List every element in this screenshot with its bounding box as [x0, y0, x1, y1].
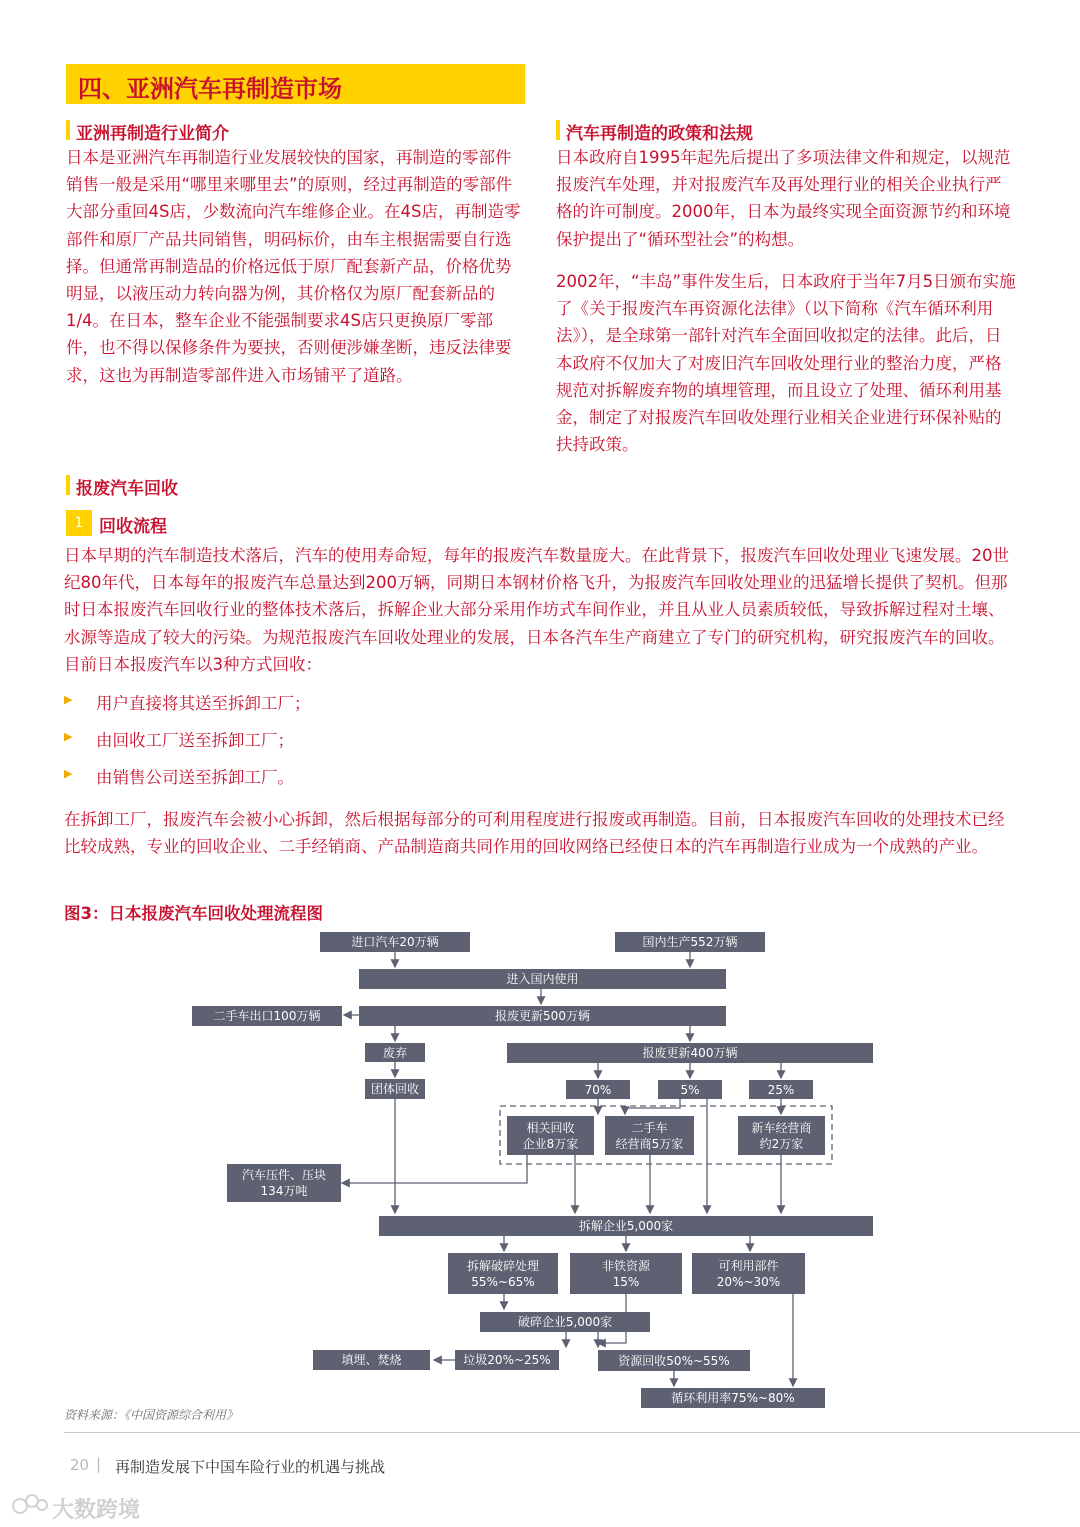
node-garbage: 垃圾20%~25% [455, 1350, 559, 1370]
bullet-text: 由销售公司送至拆卸工厂。 [96, 768, 294, 787]
node-export: 二手车出口100万辆 [192, 1006, 342, 1026]
node-in-use: 进入国内使用 [359, 969, 726, 989]
node-new-dealer [738, 1116, 825, 1155]
node-line: 二手车 [631, 1120, 668, 1135]
left-body: 日本是亚洲汽车再制造行业发展较快的国家，再制造的零部件销售一般是采用“哪里来哪里去”的原则，经过再制造的零部件大部分重回4S店，少数流向汽车维修企业。在4S店，再制造零部件和原厂产品共同销售，明码标价，由车主根据需要自行选择。但通常再制造品的价格远低于原厂配套新产品，价格优势明显，以液压动力转向器为例，其价格仅为原厂配套新品的1/4。在日本，整车企业不能强制要求4S店只更换原厂零部件，也不得以保修条件为要挟，否则便涉嫌垄断，违反法律要求，这也为再制造零部件进入市场铺平了道路。 [66, 148, 521, 385]
node-scrap-renew: 报废更新500万辆 [359, 1006, 726, 1026]
step-number-badge: 1 [66, 510, 92, 536]
footer-separator: | [96, 1455, 102, 1473]
page-number: 20 [70, 1456, 90, 1474]
watermark-logo-icon [10, 1492, 50, 1516]
right-heading: 汽车再制造的政策和法规 [566, 119, 753, 144]
node-recycler [507, 1116, 594, 1155]
step-title: 回收流程 [99, 517, 167, 537]
node-line: 15% [612, 1274, 640, 1289]
node-line: 相关回收 [526, 1120, 575, 1135]
node-line: 非铁资源 [601, 1258, 650, 1273]
node-parts [692, 1253, 805, 1294]
right-para-1: 日本政府自1995年起先后提出了多项法律文件和规定，以规范报废汽车处理，并对报废汽车及再处理行业的相关企业执行严格的许可制度。2000年，日本为最终实现全面资源节约和环境保护提出了“循环型社会”的构想。 [556, 148, 1011, 249]
node-line: 134万吨 [260, 1184, 308, 1198]
node-line: 新车经营商 [751, 1120, 812, 1135]
scrap-heading: 报废汽车回收 [76, 474, 178, 499]
node-discard: 废弃 [365, 1043, 425, 1062]
node-line: 约2万家 [759, 1136, 804, 1151]
node-nonferrous [570, 1253, 682, 1294]
node-line: 汽车压件、压块 [241, 1168, 326, 1182]
node-press [227, 1164, 341, 1202]
right-para-2: 2002年，“丰岛”事件发生后，日本政府于当年7月5日颁布实施了《关于报废汽车再资源化法律》（以下简称《汽车循环利用法》），是全球第一部针对汽车全面回收拟定的法律。此后，日本政府不仅加大了对废旧汽车回收处理行业的整治力度，严格规范对拆解废弃物的填埋管理，而且设立了处理、循环利用基金，制定了对报废汽车回收处理行业相关企业进行环保补贴的扶持政策。 [556, 272, 1016, 455]
node-line: 拆解破碎处理 [466, 1258, 539, 1273]
node-domestic: 国内生产552万辆 [615, 932, 765, 952]
node-crush: 破碎企业5,000家 [480, 1312, 650, 1332]
triangle-bullet-icon: ▶ [64, 730, 73, 743]
footer-title: 再制造发展下中国车险行业的机遇与挑战 [115, 1458, 386, 1476]
node-percent-5: 5% [658, 1080, 722, 1099]
node-percent-25: 25% [749, 1080, 813, 1099]
triangle-bullet-icon: ▶ [64, 767, 73, 780]
node-resource: 资源回收50%~55% [598, 1350, 750, 1371]
node-shred [448, 1253, 558, 1294]
node-scrap-400: 报废更新400万辆 [507, 1043, 873, 1063]
scrap-outro: 在拆卸工厂，报废汽车会被小心拆卸，然后根据每部分的可利用程度进行报废或再制造。目前，日本报废汽车回收的处理技术已经比较成熟，专业的回收企业、二手经销商、产品制造商共同作用的回收网络已经使日本的汽车再制造行业成为一个成熟的产业。 [64, 810, 1005, 857]
triangle-bullet-icon: ▶ [64, 693, 73, 706]
watermark-text: 大数跨境 [52, 1498, 141, 1523]
node-line: 可利用部件 [718, 1258, 779, 1273]
node-dismantle: 拆解企业5,000家 [379, 1216, 873, 1236]
node-used-dealer [605, 1116, 694, 1155]
section-title: 四、亚洲汽车再制造市场 [78, 75, 342, 103]
node-recycle-rate: 循环利用率75%~80% [641, 1388, 825, 1408]
node-line: 55%~65% [471, 1274, 535, 1289]
node-import: 进口汽车20万辆 [320, 932, 470, 952]
node-line: 企业8万家 [522, 1136, 579, 1151]
node-line: 经营商5万家 [615, 1136, 684, 1151]
node-line: 20%~30% [716, 1274, 781, 1289]
node-group: 团体回收 [365, 1079, 425, 1099]
left-heading: 亚洲再制造行业简介 [76, 119, 229, 144]
bullet-text: 用户直接将其送至拆卸工厂； [96, 694, 311, 713]
footer-divider [64, 1432, 1080, 1433]
figure-source: 资料来源：《中国资源综合利用》 [64, 1408, 239, 1422]
figure-title: 图3：日本报废汽车回收处理流程图 [64, 904, 323, 923]
node-percent-70: 70% [566, 1080, 630, 1099]
node-landfill: 填埋、焚烧 [313, 1350, 430, 1370]
scrap-intro: 日本早期的汽车制造技术落后，汽车的使用寿命短，每年的报废汽车数量庞大。在此背景下，报废汽车回收处理业飞速发展。20世纪80年代，日本每年的报废汽车总量达到200万辆，同期日本钢材价格飞升，为报废汽车回收处理业的迅猛增长提供了契机。但那时日本报废汽车回收行业的整体技术落后，拆解企业大部分采用作坊式车间作业，并且从业人员素质较低，导致拆解过程对土壤、水源等造成了较大的污染。为规范报废汽车回收处理业的发展，日本各汽车生产商建立了专门的研究机构，研究报废汽车的回收。目前日本报废汽车以3种方式回收： [64, 546, 1009, 674]
bullet-text: 由回收工厂送至拆卸工厂； [96, 731, 294, 750]
